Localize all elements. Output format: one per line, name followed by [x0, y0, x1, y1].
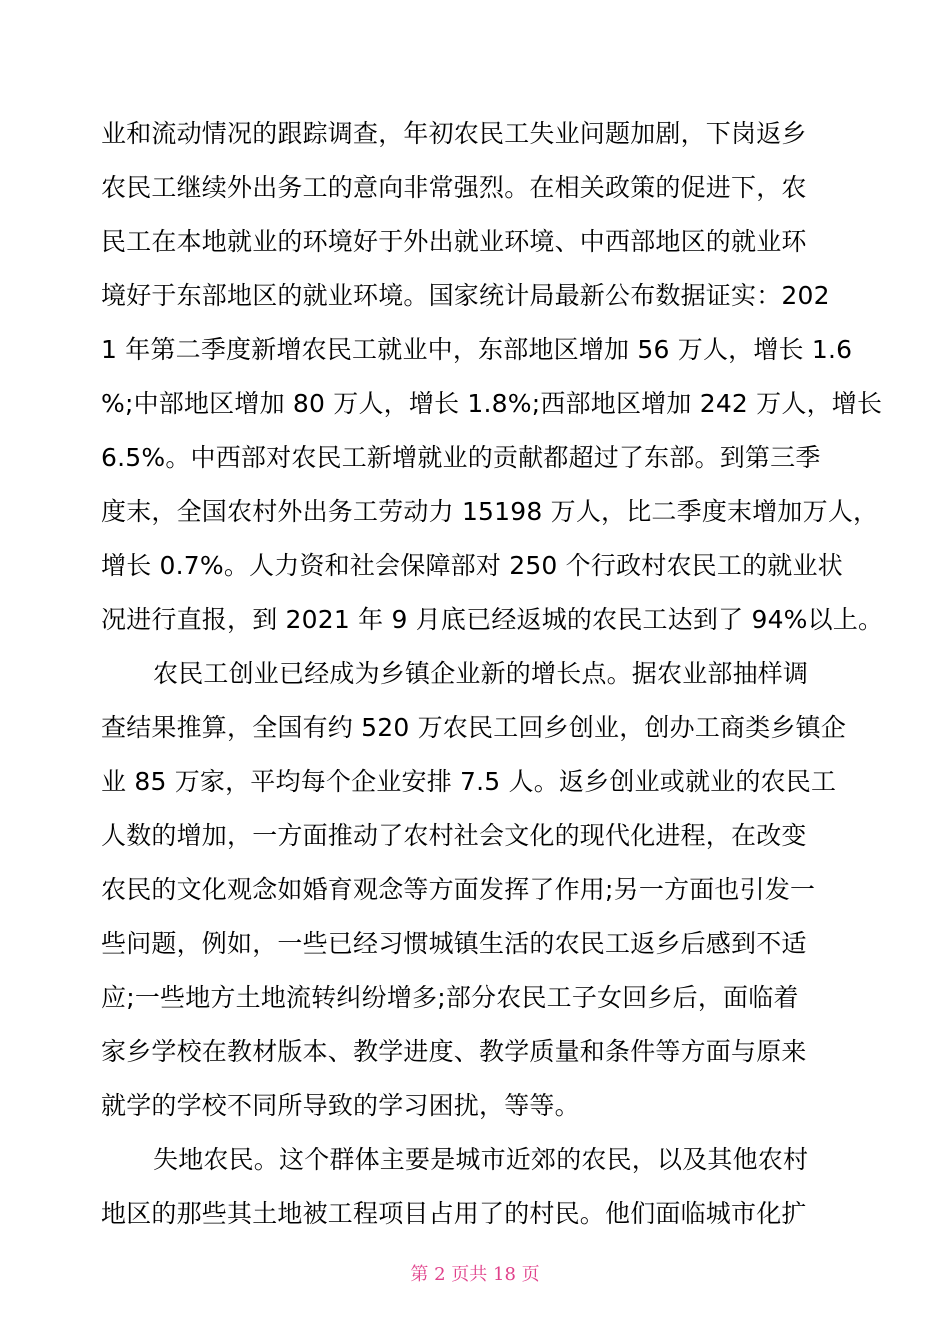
text-line: %;中部地区增加 80 万人，增长 1.8%;西部地区增加 242 万人，增长 — [101, 389, 883, 418]
text-line: 1 年第二季度新增农民工就业中，东部地区增加 56 万人，增长 1.6 — [101, 335, 853, 364]
text-line: 些问题，例如，一些已经习惯城镇生活的农民工返乡后感到不适 — [101, 929, 807, 958]
text-line: 农民工创业已经成为乡镇企业新的增长点。据农业部抽样调 — [153, 659, 809, 688]
text-line: 业 85 万家，平均每个企业安排 7.5 人。返乡创业或就业的农民工 — [101, 767, 837, 796]
text-line: 人数的增加，一方面推动了农村社会文化的现代化进程，在改变 — [101, 821, 807, 850]
text-line: 查结果推算，全国有约 520 万农民工回乡创业，创办工商类乡镇企 — [101, 713, 847, 742]
text-line: 应;一些地方土地流转纠纷增多;部分农民工子女回乡后，面临着 — [101, 983, 799, 1012]
text-line: 农民工继续外出务工的意向非常强烈。在相关政策的促进下，农 — [101, 173, 807, 202]
text-line: 度末，全国农村外出务工劳动力 15198 万人，比二季度末增加万人， — [101, 497, 879, 526]
text-line: 民工在本地就业的环境好于外出就业环境、中西部地区的就业环 — [101, 227, 807, 256]
text-line: 业和流动情况的跟踪调查，年初农民工失业问题加剧，下岗返乡 — [101, 119, 807, 148]
text-line: 家乡学校在教材版本、教学进度、教学质量和条件等方面与原来 — [101, 1037, 807, 1066]
page-number-footer: 第 2 页共 18 页 — [410, 1264, 540, 1285]
text-line: 就学的学校不同所导致的学习困扰，等等。 — [101, 1091, 580, 1120]
text-line: 境好于东部地区的就业环境。国家统计局最新公布数据证实：202 — [101, 281, 830, 310]
text-line: 6.5%。中西部对农民工新增就业的贡献都超过了东部。到第三季 — [101, 443, 821, 472]
text-line: 增长 0.7%。人力资和社会保障部对 250 个行政村农民工的就业状 — [101, 551, 843, 580]
text-line: 失地农民。这个群体主要是城市近郊的农民，以及其他农村 — [153, 1145, 809, 1174]
text-line: 况进行直报，到 2021 年 9 月底已经返城的农民工达到了 94%以上。 — [101, 605, 884, 634]
text-line: 农民的文化观念如婚育观念等方面发挥了作用;另一方面也引发一 — [101, 875, 816, 904]
text-line: 地区的那些其土地被工程项目占用了的村民。他们面临城市化扩 — [101, 1199, 807, 1228]
